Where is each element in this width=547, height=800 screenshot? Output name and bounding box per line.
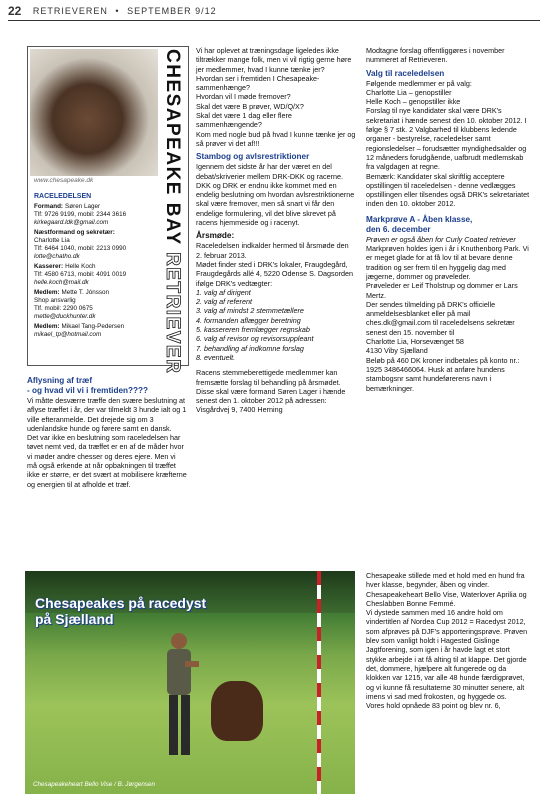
question-2: Hvordan vil I møde fremover? [196,92,291,102]
racedyst-article [366,571,531,710]
member-role: Medlem: [34,323,60,330]
agenda-item: 1. valg af dirigent [196,287,251,297]
question-4: Skal det være 1 dag eller flere sammenhængende? [196,111,292,130]
member-email: kirkegaard.ldk@gmail.com [34,219,109,226]
vertical-title-part1: CHESAPEAKE BAY [162,49,183,246]
member-email: lotte@chatho.dk [34,253,80,260]
column-2 [196,46,356,415]
valg-text: Forslag til nye kandidater skal være DRK's sekretariat i hænde senest den 10. oktober 2012. I følge § 7 stk. 2 Valgbarhed til klubbens ledende organer - bestyrelse, raceledelser samt regionsledelser – forudsætter myndighedsalder og 12 måneders forudgående, uafbrudt medlemskab fra valgdagen at regne. [366,106,527,172]
member-role: Medlem: [34,289,60,296]
cancel-para-2: Det var ikke en beslutning som raceledelsen har tøvet nemt ved, da træffet er en af de måder hvor vi møder andre chesser og deres ejere. Men vi må også erkende at når opbakningen til træffet ikke er større, er det svært at mobilisere kræfterne og energien til at afholde et træf. [27,433,187,489]
markprove-para-2: Prøveleder er Leif Tholstrup og dommer er Lars Mertz. [366,281,518,300]
board-title: RACELEDELSEN [34,193,92,200]
proposal-note: Modtagne forslag offentliggøres i november nummeret af Retrieveren. [366,46,505,65]
board-entries [34,203,158,339]
board-list [34,193,158,341]
racedyst-photo [25,571,355,794]
vertical-title-part2: RETRIEVER [162,252,183,375]
retriever-dog-figure [211,681,263,741]
member-role: Kasserer: [34,263,64,270]
markprove-para-3: Der sendes tilmelding på DRK's officielle anmeldelsesblanket eller på mail ches.dk@gmail.com til raceledelsens sekretær senest den 15. november til [366,299,515,337]
markprove-payment: Beløb på 460 DK kroner indbetales på konto nr.: 1925 3486466064. Husk at anføre hundens stambogsnr samt hundeførerens navn i bemærkninger. [366,355,520,393]
agenda-item: 4. formanden aflægger beretning [196,315,301,325]
arsmode-text: Raceledelsen indkalder hermed til årsmøde den 2. februar 2013. [196,241,349,260]
member-name: Helle Koch [65,263,96,270]
member-name: Mikael Tang-Pedersen [61,323,125,330]
photo-caption: Chesapeakeheart Bello Vise / B. Jørgensen [33,781,156,788]
handler-figure [155,631,201,761]
member-detail: Tlf: 6464 1040, mobil: 2213 0990 [34,245,127,252]
arsmode-heading: Årsmøde: [196,231,235,241]
magazine-name: RETRIEVEREN [32,6,108,16]
agenda-item: 5. kassereren fremlægger regnskab [196,325,310,335]
member-detail: Charlotte Lia [34,237,70,244]
question-5: Kom med nogle bud på hvad I kunne tænke jer og så prøver vi det af!!! [196,129,356,148]
question-1: Hvordan ser i fremtiden I Chesapeake-sammenhænge? [196,73,320,93]
valg-person-1: Charlotte Lia – genopstiller [366,87,452,97]
markprove-para-1: Markprøven holdes igen i år i Knuthenborg Park. Vi er meget glade for at få lov til at bevare denne tradition og ser frem til en hyggelig dag med jægerne, dommer og prøveleder. [366,244,529,281]
issue-label: SEPTEMBER 9/12 [127,6,217,16]
member-email: mikael_tp@hotmail.com [34,331,102,338]
question-3: Skal det være B prøver, WD/Q/X? [196,101,304,111]
markprove-address-2: 4130 Viby Sjælland [366,346,428,356]
member-email: mette@duckhunter.dk [34,313,96,320]
agenda-item: 3. valg af mindst 2 stemmetællere [196,306,304,316]
board-member [34,229,158,261]
stambog-text: Igennem det sidste år har der været en del debat/skriverier mellem DRK-DKK og racerne. DKK og DRK er endnu ikke kommet med en endelig beslutning om hvordan avlsrestriktionerne skal være fremover, men så snart vi får den endelige formulering, vil det blive skrevet på racens hjemmeside og i racenyt. [196,162,355,228]
stambog-heading: Stambog og avlsrestriktioner [196,152,310,162]
agenda-item: 6. valg af revisor og revisorsuppleant [196,334,314,344]
dog-portrait-image [30,49,158,176]
column-3 [366,46,531,393]
website-url: www.chesapeake.dk [34,177,94,184]
agenda-item: 2. valg af referent [196,297,252,307]
markprove-heading: Markprøve A - Åben klasse, [366,214,473,224]
member-detail: Tlf. mobil: 2290 0675 [34,305,93,312]
vertical-title [158,49,184,375]
member-role: Formand: [34,203,64,210]
arsmode-closing: Racens stemmeberettigede medlemmer kan fremsætte forslag til behandling på årsmødet. Disse skal være formand Søren Lager i hænde senest den 1. oktober 2012 på adressen: Visgårdvej 9, 7400 Herning [196,368,346,415]
member-name: Mette T. Jónsson [61,289,110,296]
member-detail: Tlf: 4580 6713, mobil: 4091 0019 [34,271,127,278]
markprove-address-1: Charlotte Lia, Horsevænget 58 [366,337,464,347]
header-separator: • [115,6,120,16]
racedyst-para-3: Vi dystede sammen med 16 andre hold om vindertitlen af Nordea Cup 2012 = Racedyst 2012, som afprøves på DJF's apporteringsprøve. Prøven blev som vanligt holdt i Hagested Gislinge Jagtforening, som igen i år havde lagt et stort stykke arbejde i at få alting til at klappe. Det gjorde det, dommere, hjælpere alt fungerede og da klokken var 1215, var alle 48 hunde færdigprøvet, og vi kunne få resultaterne 30 minutter senere, alt imens vi sad med frokosten, og hyggede os. [366,608,528,701]
cancel-subheading: - og hvad vil vi i fremtiden???? [27,386,149,395]
page-header [8,4,540,21]
page-number: 22 [8,4,22,18]
markprove-italic: Prøven er også åben for Curly Coated retriever [366,234,516,244]
intro-para: Vi har oplevet at træningsdage ligeledes ikke tiltrækker mange folk, men vi vil rigtig gerne høre jer medlemmer, hvad I kunne tænke jer? [196,46,352,74]
agenda-item: 7. behandling af indkomne forslag [196,343,304,353]
member-detail: Tlf: 9726 9199, mobil: 2344 3616 [34,211,127,218]
racedyst-para-2: Chesapeakeheart Bello Vise, Waterlover Aprilia og Cheslabben Bonne Femmé. [366,589,527,608]
valg-lead: Følgende medlemmer er på valg: [366,78,472,88]
member-name: Søren Lager [65,203,101,210]
valg-note: Bemærk: Kandidater skal skriftlig acceptere opstillingen til raceledelsen - denne vedlægges opstillingen eller tilsendes også DRK's sekretariatet inden den 10. oktober 2012. [366,171,530,209]
cancel-para-1: Vi måtte desværre træffe den svære beslutning at aflyse træffet i år, der var tilmeldt 3 hunde ialt og 1 ville efteranmelde. Det drejede sig om 3 udenlandske hunde og førere samt en dansk. [27,396,187,433]
member-detail: Shop ansvarlig [34,297,76,304]
board-member [34,203,158,227]
board-member [34,289,158,321]
valg-heading: Valg til raceledelsen [366,68,445,78]
markprove-date: den 6. december [366,224,431,234]
member-role: Næstformand og sekretær: [34,229,115,236]
board-member [34,263,158,287]
agenda-list [196,288,356,362]
board-member [34,323,158,339]
marker-pole [317,571,321,794]
photo-title: Chesapeakes på racedyst på Sjælland [35,595,207,627]
arsmode-location: Mødet finder sted i DRK's lokaler, Fraugdegård, Fraugdegårds allé 4, 5220 Odense S. Dagsorden ifølge DRK's vedtægter: [196,259,354,288]
member-email: helle.koch@mail.dk [34,279,89,286]
racedyst-para-4: Vores hold opnåede 83 point og blev nr. 6, [366,701,501,711]
cancel-heading: Aflysning af træf [27,376,93,385]
agenda-item: 8. eventuelt. [196,352,236,362]
racedyst-para-1: Chesapeake stillede med et hold med en hund fra hver klasse, begynder, åben og vinder. [366,571,525,590]
valg-person-2: Helle Koch – genopstiller ikke [366,97,461,107]
article-cancel-meeting [27,376,187,489]
